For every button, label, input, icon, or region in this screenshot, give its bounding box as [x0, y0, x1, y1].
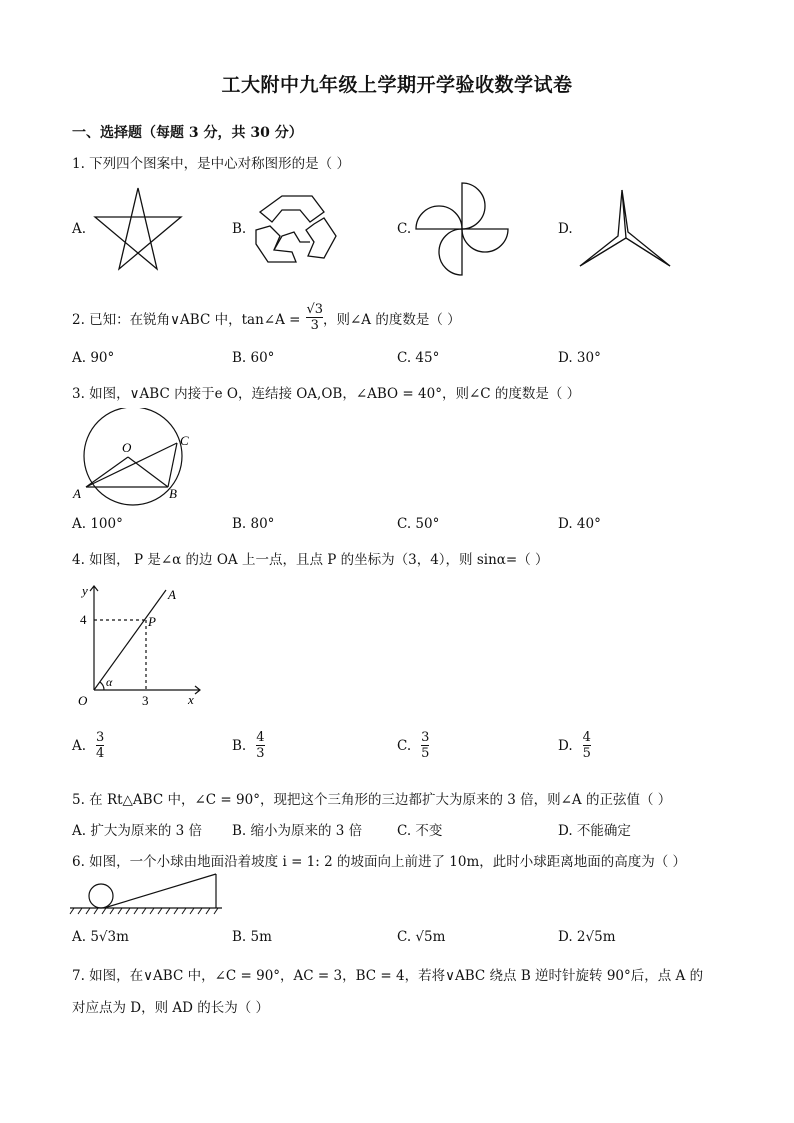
q2-option-b: B. 60° [232, 350, 275, 366]
question-7-line-2: 对应点为 D，则 AD 的长为（ ） [72, 1000, 270, 1016]
label-p: P [148, 614, 156, 629]
q3-option-b: B. 80° [232, 516, 275, 532]
q4-c-num: 3 [421, 730, 430, 745]
question-2-stem [72, 302, 461, 333]
q6-option-b: B. 5m [232, 929, 272, 945]
q2-stem-post: ，则∠A 的度数是（ ） [323, 311, 461, 328]
circle-figure [68, 408, 198, 508]
q2-option-c: C. 45° [397, 350, 440, 366]
q2-frac-den: 3 [310, 318, 319, 333]
question-5-stem: 5. 在 Rt△ABC 中，∠C = 90°，现把这个三角形的三边都扩大为原来的 3 倍，则∠A 的正弦值（ ） [72, 792, 672, 808]
label-y: y [82, 583, 88, 598]
q4-a-num: 3 [96, 730, 105, 745]
question-6-stem: 6. 如图，一个小球由地面沿着坡度 i = 1: 2 的坡面向上前进了 10m，此时小球距离地面的高度为（ ） [72, 854, 687, 870]
q4-option-b-fraction [256, 730, 264, 761]
coordinate-figure [72, 576, 212, 712]
q1-label-c: C. [397, 221, 412, 237]
q5-option-a: A. 扩大为原来的 3 倍 [72, 823, 203, 839]
q2-option-a: A. 90° [72, 350, 115, 366]
q4-d-den: 5 [582, 746, 591, 761]
q6-option-a: A. 5√3m [72, 929, 129, 945]
label-4: 4 [80, 612, 87, 627]
q2-option-d: D. 30° [558, 350, 601, 366]
q1-label-d: D. [558, 221, 573, 237]
pinwheel-figure [413, 180, 511, 278]
label-c: C [180, 433, 189, 448]
q4-option-a [72, 730, 104, 761]
q4-option-a-fraction [96, 730, 104, 761]
q4-b-num: 4 [256, 730, 265, 745]
q4-option-b-label: B. [232, 737, 247, 754]
q4-b-den: 3 [256, 746, 265, 761]
q5-option-b: B. 缩小为原来的 3 倍 [232, 823, 363, 839]
q2-stem-pre: 2. 已知：在锐角∨ABC 中，tan∠A = [72, 311, 301, 328]
q2-frac-num: √3 [306, 302, 323, 317]
question-4-stem: 4. 如图， P 是∠α 的边 OA 上一点，且点 P 的坐标为（3，4），则 sinα=（ ） [72, 552, 549, 568]
question-1-stem: 1. 下列四个图案中，是中心对称图形的是（ ） [72, 156, 350, 172]
q4-option-a-label: A. [72, 737, 87, 754]
label-a: A [168, 587, 176, 602]
star-figure [90, 185, 186, 275]
q3-option-d: D. 40° [558, 516, 601, 532]
slope-figure [68, 870, 226, 916]
label-x: x [188, 692, 194, 707]
q5-option-d: D. 不能确定 [558, 823, 631, 839]
three-blade-figure [576, 186, 674, 272]
q4-option-c-label: C. [397, 737, 412, 754]
label-o: O [122, 440, 132, 455]
q2-fraction [306, 302, 323, 333]
q4-option-d-fraction [583, 730, 591, 761]
q4-option-c-fraction [421, 730, 429, 761]
q1-label-a: A. [72, 221, 87, 237]
page-title: 工大附中九年级上学期开学验收数学试卷 [221, 74, 573, 96]
q4-option-d [558, 730, 591, 761]
label-origin: O [78, 693, 88, 708]
q4-a-den: 4 [96, 746, 105, 761]
q4-d-num: 4 [582, 730, 591, 745]
label-a: A [73, 486, 81, 501]
q4-option-d-label: D. [558, 737, 573, 754]
label-alpha: α [106, 675, 113, 689]
q4-c-den: 5 [421, 746, 430, 761]
label-3: 3 [142, 693, 149, 708]
q6-option-c: C. √5m [397, 929, 446, 945]
q3-option-c: C. 50° [397, 516, 440, 532]
question-3-stem: 3. 如图，∨ABC 内接于e O，连结接 OA,OB，∠ABO = 40°，则∠C 的度数是（ ） [72, 386, 581, 402]
q5-option-c: C. 不变 [397, 823, 443, 839]
q4-option-c [397, 730, 429, 761]
q1-label-b: B. [232, 221, 247, 237]
q3-option-a: A. 100° [72, 516, 123, 532]
interlocked-hexagon-figure [252, 190, 342, 268]
q6-option-d: D. 2√5m [558, 929, 616, 945]
section-heading: 一、选择题（每题 3 分，共 30 分） [72, 125, 303, 141]
q4-option-b [232, 730, 265, 761]
question-7-line-1: 7. 如图，在∨ABC 中，∠C = 90°，AC = 3，BC = 4，若将∨ABC 绕点 B 逆时针旋转 90°后，点 A 的 [72, 968, 704, 984]
label-b: B [169, 486, 177, 501]
